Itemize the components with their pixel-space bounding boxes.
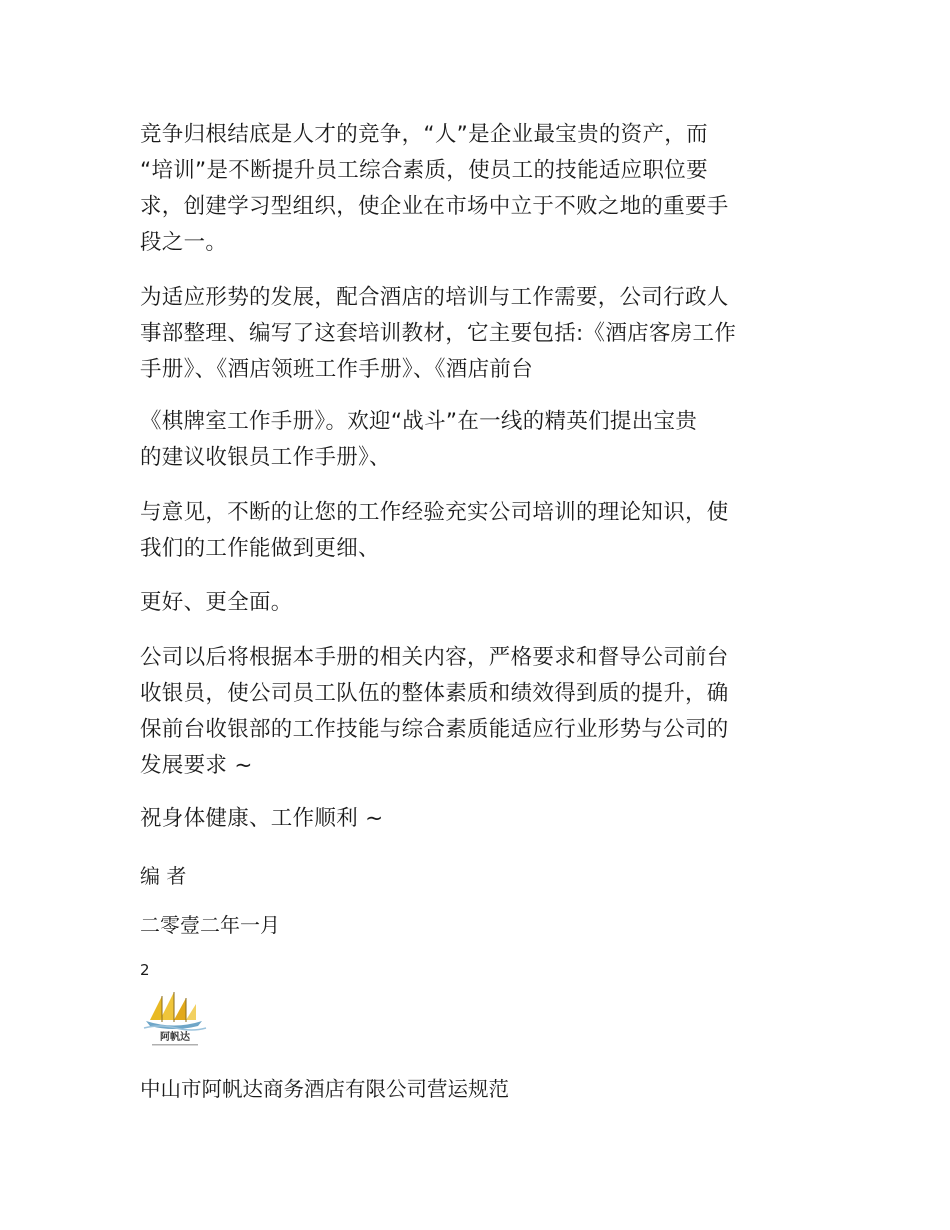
intro-paragraph-1 — [140, 117, 810, 261]
text-line: 《棋牌室工作手册》。欢迎“战斗”在一线的精英们提出宝贵 — [140, 409, 698, 434]
text-line: 我们的工作能做到更细、 — [140, 536, 380, 561]
text-line: 祝身体健康、工作顺利 ~ — [140, 806, 384, 831]
text-line: 公司以后将根据本手册的相关内容，严格要求和督导公司前台 — [140, 645, 729, 670]
text-line: 为适应形势的发展，配合酒店的培训与工作需要，公司行政人 — [140, 285, 729, 310]
text-line: “培训”是不断提升员工综合素质，使员工的技能适应职位要 — [140, 158, 708, 183]
text-line: 的建议收银员工作手册》、 — [140, 445, 391, 470]
text-line: 发展要求 ~ — [140, 753, 253, 778]
text-line: 手册》、《酒店领班工作手册》、《酒店前台 — [140, 357, 534, 382]
page-number: 2 — [140, 961, 150, 979]
company-logo — [140, 990, 210, 1050]
text-line: 收银员，使公司员工队伍的整体素质和绩效得到质的提升，确 — [140, 681, 729, 706]
text-line: 事部整理、编写了这套培训教材，它主要包括:《酒店客房工作 — [140, 321, 737, 346]
text-line: 竞争归根结底是人才的竞争，“人”是企业最宝贵的资产，而 — [140, 122, 708, 147]
intro-paragraph-4 — [140, 495, 810, 567]
intro-paragraph-3 — [140, 404, 810, 476]
text-line: 求，创建学习型组织，使企业在市场中立于不败之地的重要手 — [140, 194, 729, 219]
intro-paragraph-6 — [140, 640, 810, 784]
intro-paragraph-2 — [140, 280, 810, 388]
intro-paragraph-5 — [140, 585, 810, 621]
text-line: 与意见，不断的让您的工作经验充实公司培训的理论知识，使 — [140, 500, 729, 525]
text-line: 保前台收银部的工作技能与综合素质能适应行业形势与公司的 — [140, 717, 729, 742]
logo-wordmark: 阿帆达 — [160, 1032, 190, 1043]
text-line: 更好、更全面。 — [140, 590, 293, 615]
signature-date: 二零壹二年一月 — [140, 913, 280, 937]
text-line: 段之一。 — [140, 230, 228, 255]
sailboat-logo-icon — [140, 990, 210, 1050]
signature-author: 编 者 — [140, 864, 187, 888]
footer-title: 中山市阿帆达商务酒店有限公司营运规范 — [140, 1077, 509, 1101]
closing-wish — [140, 801, 810, 837]
